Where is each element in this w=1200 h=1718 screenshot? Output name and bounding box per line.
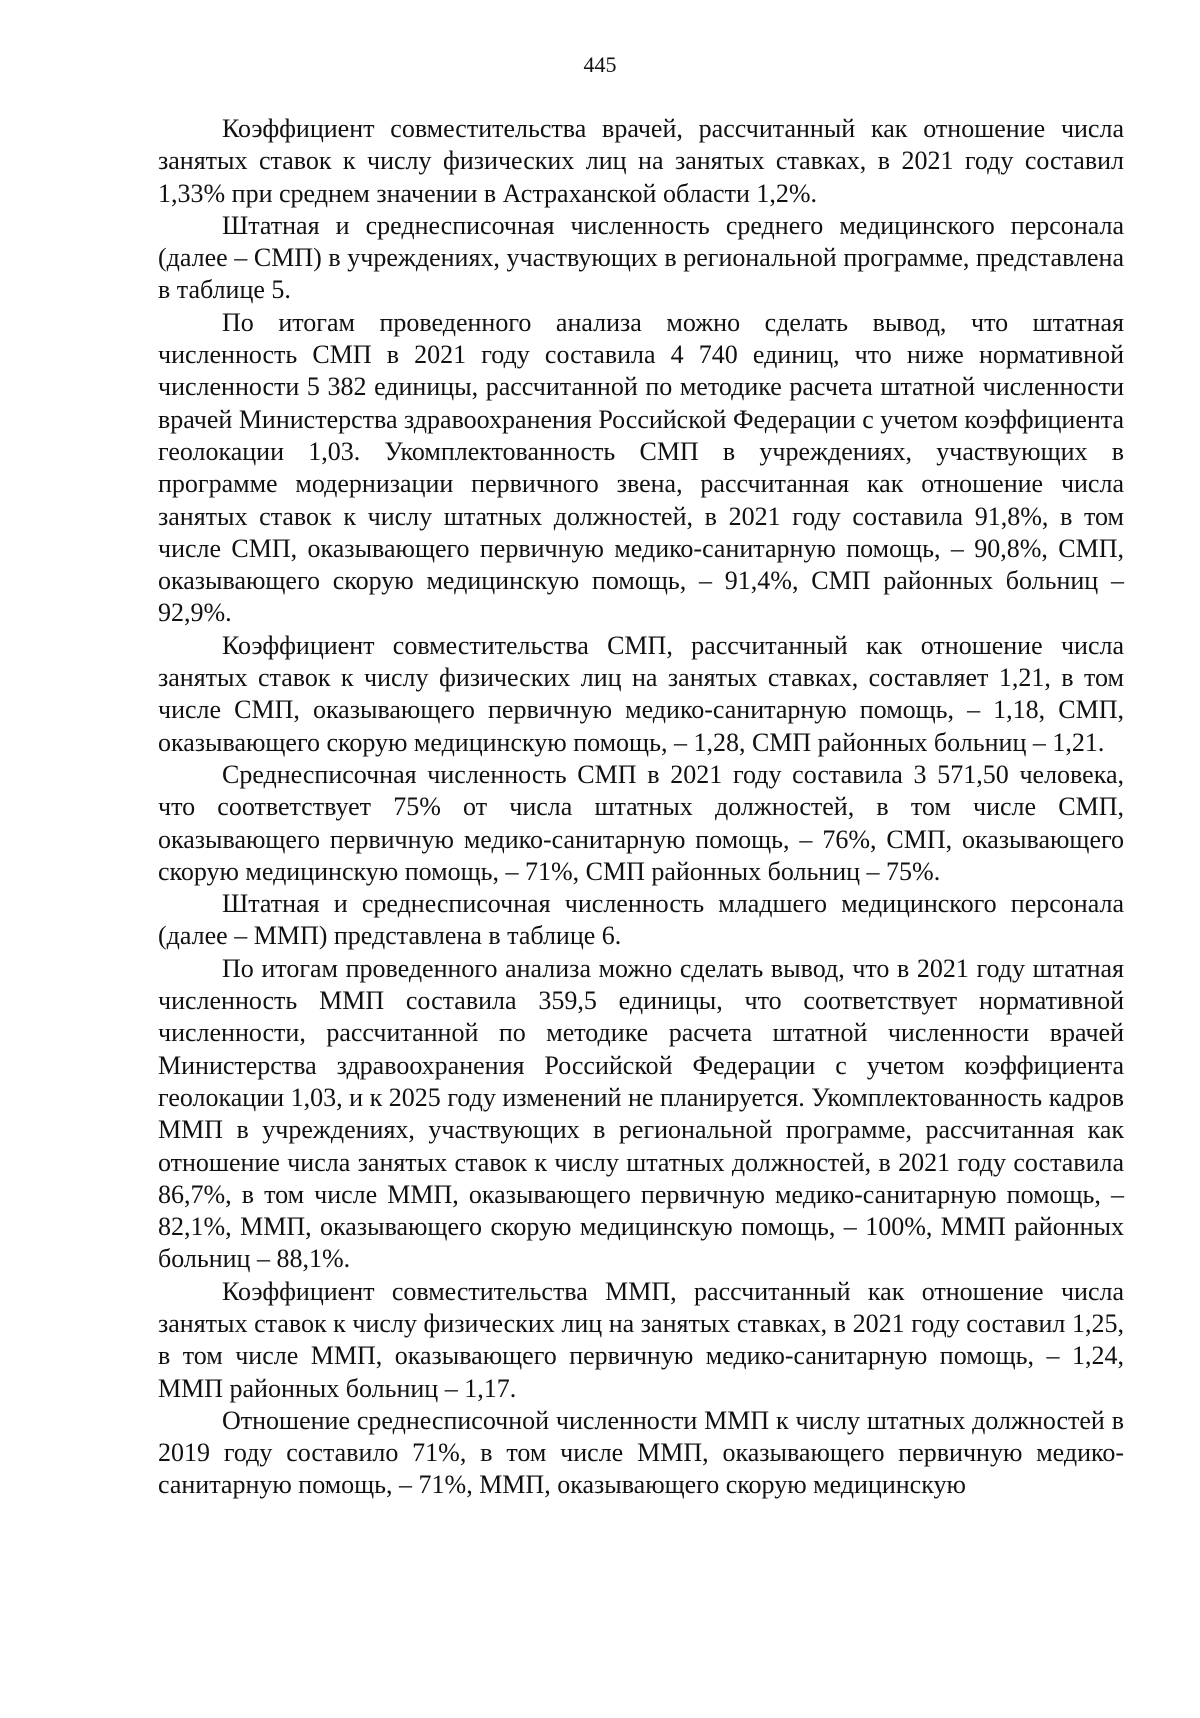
- page-number: 445: [583, 52, 617, 77]
- paragraph-mmp-combination-coefficient: Коэффициент совместительства ММП, рассчитанный как отношение числа занятых ставок к числу физических лиц на занятых ставках, в 2021 году составил 1,25, в том числе ММП, оказывающего первичную медико-санитарную помощь, – 1,24, ММП районных больниц – 1,17.: [158, 1276, 1124, 1403]
- paragraph-smp-staffing-intro: Штатная и среднесписочная численность среднего медицинского персонала (далее – СМП) в учреждениях, участвующих в региональной программе, представлена в таблице 5.: [158, 210, 1124, 305]
- paragraph-mmp-staffing-intro: Штатная и среднесписочная численность младшего медицинского персонала (далее – ММП) представлена в таблице 6.: [158, 889, 1124, 951]
- paragraph-mmp-analysis: По итогам проведенного анализа можно сделать вывод, что в 2021 году штатная численность ММП составила 359,5 единицы, что соответствует нормативной численности, рассчитанной по методике расчета штатной численности врачей Министерства здравоохранения Российской Федерации с учетом коэффициента геолокации 1,03, и к 2025 году изменений не планируется. Укомплектованность кадров ММП в учреждениях, участвующих в региональной программе, рассчитанная как отношение числа занятых ставок к числу штатных должностей, в 2021 году составила 86,7%, в том числе ММП, оказывающего первичную медико-санитарную помощь, – 82,1%, ММП, оказывающего скорую медицинскую помощь, – 100%, ММП районных больниц – 88,1%.: [158, 953, 1124, 1274]
- paragraph-doctors-combination-coefficient: Коэффициент совместительства врачей, рассчитанный как отношение числа занятых ставок к числу физических лиц на занятых ставках, в 2021 году составил 1,33% при среднем значении в Астраханской области 1,2%.: [158, 114, 1124, 208]
- paragraph-smp-analysis: По итогам проведенного анализа можно сделать вывод, что штатная численность СМП в 2021 году составила 4 740 единиц, что ниже нормативной численности 5 382 единицы, рассчитанной по методике расчета штатной численности врачей Министерства здравоохранения Российской Федерации с учетом коэффициента геолокации 1,03. Укомплектованность СМП в учреждениях, участвующих в программе модернизации первичного звена, рассчитанная как отношение числа занятых ставок к числу штатных должностей, в 2021 году составила 91,8%, в том числе СМП, оказывающего первичную медико-санитарную помощь, – 90,8%, СМП, оказывающего скорую медицинскую помощь, – 91,4%, СМП районных больниц – 92,9%.: [158, 307, 1124, 628]
- body-text: [158, 113, 1124, 1502]
- paragraph-smp-combination-coefficient: Коэффициент совместительства СМП, рассчитанный как отношение числа занятых ставок к числу физических лиц на занятых ставках, составляет 1,21, в том числе СМП, оказывающего первичную медико-санитарную помощь, – 1,18, СМП, оказывающего скорую медицинскую помощь, – 1,28, СМП районных больниц – 1,21.: [158, 630, 1124, 757]
- paragraph-mmp-average-headcount-ratio: Отношение среднесписочной численности ММП к числу штатных должностей в 2019 году составило 71%, в том числе ММП, оказывающего первичную медико-санитарную помощь, – 71%, ММП, оказывающего скорую медицинскую: [158, 1405, 1124, 1500]
- paragraph-smp-average-headcount: Среднесписочная численность СМП в 2021 году составила 3 571,50 человека, что соответствует 75% от числа штатных должностей, в том числе СМП, оказывающего первичную медико-санитарную помощь, – 76%, СМП, оказывающего скорую медицинскую помощь, – 71%, СМП районных больниц – 75%.: [158, 759, 1124, 886]
